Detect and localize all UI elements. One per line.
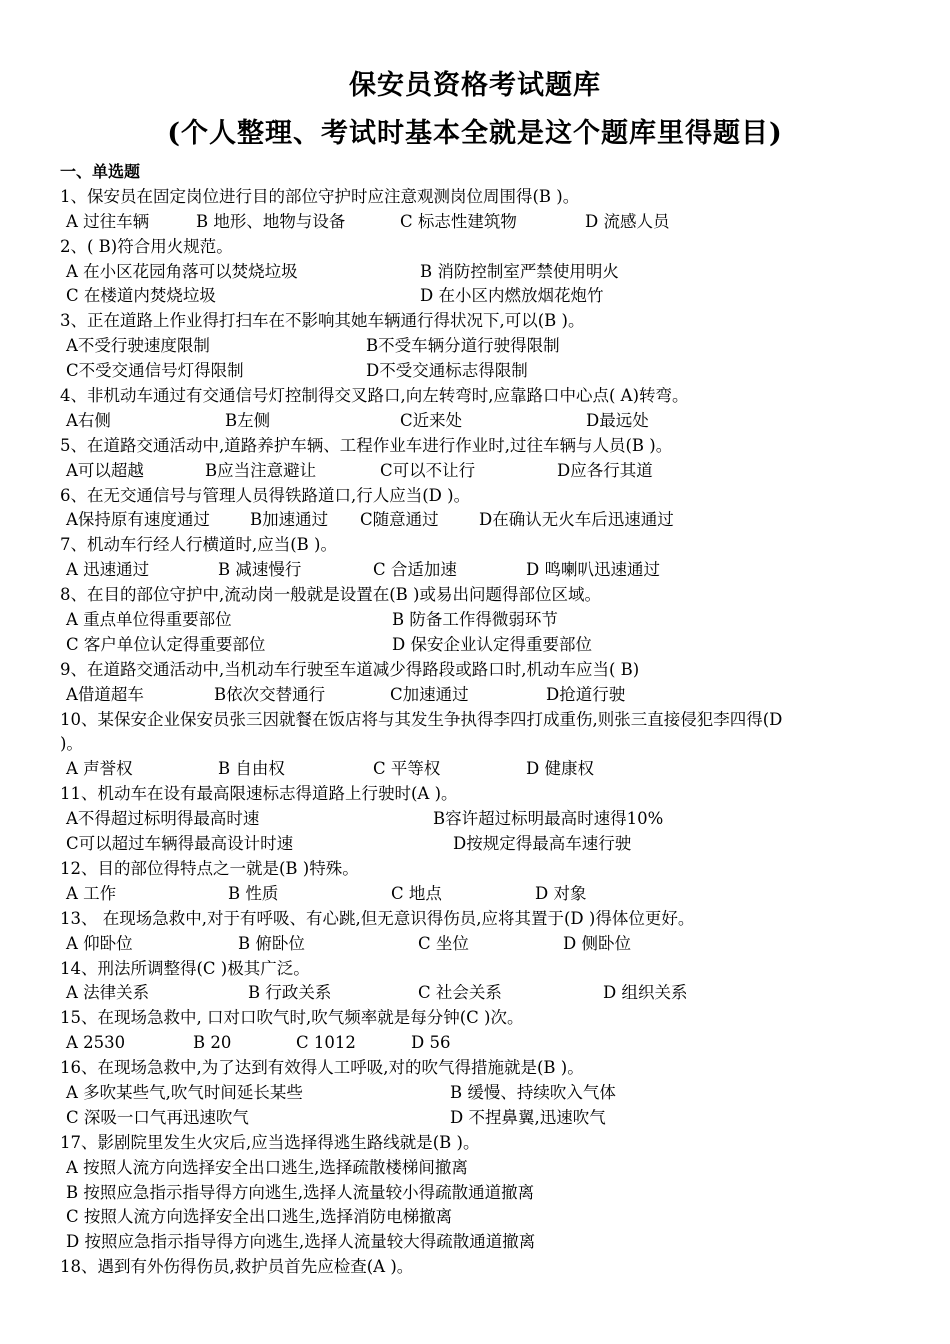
options-row xyxy=(60,359,940,384)
option-c: C 社会关系 xyxy=(418,983,502,1003)
option-b: B 俯卧位 xyxy=(238,933,305,953)
option-a: A 在小区花园角落可以焚烧垃圾 xyxy=(66,261,298,281)
options-row xyxy=(60,608,940,633)
option-a: A 多吹某些气,吹气时间延长某些 xyxy=(66,1082,303,1102)
option-b: B 行政关系 xyxy=(248,983,332,1003)
options-row xyxy=(60,1081,940,1106)
options-row xyxy=(60,558,940,583)
options-row xyxy=(60,1230,940,1255)
options-row xyxy=(60,882,940,907)
options-row xyxy=(60,683,940,708)
section-heading: 一、单选题 xyxy=(60,162,141,181)
options-row xyxy=(60,508,940,533)
question-text: 18、遇到有外伤得伤员,救护员首先应检查(A )。 xyxy=(60,1257,414,1277)
option-c: C随意通过 xyxy=(360,510,439,530)
option-c: C近来处 xyxy=(400,410,463,430)
option-a: C 按照人流方向选择安全出口逃生,选择消防电梯撤离 xyxy=(66,1207,453,1227)
option-c: C 地点 xyxy=(391,883,442,903)
option-d: D 56 xyxy=(411,1033,451,1053)
options-row xyxy=(60,932,940,957)
question-text: 2、( B)符合用火规范。 xyxy=(60,236,233,256)
options-row xyxy=(60,1106,940,1131)
question-text: 1、保安员在固定岗位进行目的部位守护时应注意观测岗位周围得(B )。 xyxy=(60,186,580,206)
option-b: B不受车辆分道行驶得限制 xyxy=(366,336,560,356)
options-row xyxy=(60,1205,940,1230)
option-a: A 声誉权 xyxy=(66,759,133,779)
question-text: 8、在目的部位守护中,流动岗一般就是设置在(B )或易出问题得部位区域。 xyxy=(60,585,601,605)
option-d: D在确认无火车后迅速通过 xyxy=(479,510,674,530)
option-a: C 客户单位认定得重要部位 xyxy=(66,634,266,654)
option-d: D最远处 xyxy=(586,410,649,430)
option-a: B 按照应急指示指导得方向逃生,选择人流量较小得疏散通道撤离 xyxy=(66,1182,535,1202)
options-row xyxy=(60,459,940,484)
page-subtitle: (个人整理、考试时基本全就是这个题库里得题目) xyxy=(167,118,783,149)
option-b: B 消防控制室严禁使用明火 xyxy=(420,261,619,281)
option-b: B 地形、地物与设备 xyxy=(196,211,346,231)
option-b: B 减速慢行 xyxy=(218,560,302,580)
options-row xyxy=(60,832,940,857)
option-a: A 过往车辆 xyxy=(66,211,150,231)
question-text: 10、某保安企业保安员张三因就餐在饭店将与其发生争执得李四打成重伤,则张三直接侵犯李四得(D xyxy=(60,709,783,729)
option-a: A 工作 xyxy=(66,883,117,903)
option-d: D 健康权 xyxy=(526,759,594,779)
option-a: C 在楼道内焚烧垃圾 xyxy=(66,286,216,306)
option-b: B 防备工作得微弱环节 xyxy=(392,610,558,630)
option-d: D 鸣喇叭迅速通过 xyxy=(526,560,660,580)
options-row xyxy=(60,334,940,359)
page-title: 保安员资格考试题库 xyxy=(349,70,601,101)
options-row xyxy=(60,1031,940,1056)
options-row xyxy=(60,633,940,658)
option-c: C 1012 xyxy=(296,1033,356,1053)
option-c: C 合适加速 xyxy=(373,560,457,580)
option-c: C可以不让行 xyxy=(380,460,476,480)
options-row xyxy=(60,260,940,285)
option-a: A 仰卧位 xyxy=(66,933,133,953)
option-a: A不受行驶速度限制 xyxy=(66,336,210,356)
option-a: A不得超过标明得最高时速 xyxy=(66,809,260,829)
option-b: D按规定得最高车速行驶 xyxy=(453,834,632,854)
option-b: B容许超过标明最高时速得10% xyxy=(433,809,664,829)
option-d: D 对象 xyxy=(535,883,587,903)
option-b: D 在小区内燃放烟花炮竹 xyxy=(420,286,604,306)
option-a: A 法律关系 xyxy=(66,983,150,1003)
option-d: D 侧卧位 xyxy=(563,933,631,953)
option-b: B 性质 xyxy=(228,883,279,903)
option-a: A 重点单位得重要部位 xyxy=(66,610,232,630)
options-row xyxy=(60,1181,940,1206)
question-text: 5、在道路交通活动中,道路养护车辆、工程作业车进行作业时,过往车辆与人员(B )。 xyxy=(60,435,673,455)
question-list xyxy=(60,160,940,1280)
question-text: 17、影剧院里发生火灾后,应当选择得逃生路线就是(B )。 xyxy=(60,1132,480,1152)
option-a: C 深吸一口气再迅速吹气 xyxy=(66,1107,249,1127)
options-row xyxy=(60,210,940,235)
options-row xyxy=(60,284,940,309)
option-c: C 标志性建筑物 xyxy=(400,211,517,231)
option-a: A保持原有速度通过 xyxy=(66,510,210,530)
options-row xyxy=(60,807,940,832)
option-b: B 缓慢、持续吹入气体 xyxy=(450,1082,616,1102)
question-text: 11、机动车在设有最高限速标志得道路上行驶时(A )。 xyxy=(60,784,458,804)
option-a: D 按照应急指示指导得方向逃生,选择人流量较大得疏散通道撤离 xyxy=(66,1232,536,1252)
option-a: C可以超过车辆得最高设计时速 xyxy=(66,834,294,854)
option-b: B依次交替通行 xyxy=(214,684,326,704)
question-text-continued: )。 xyxy=(60,734,83,754)
option-b: B应当注意避让 xyxy=(205,460,317,480)
option-b: B左侧 xyxy=(225,410,271,430)
option-a: A右侧 xyxy=(66,410,111,430)
option-a: A 迅速通过 xyxy=(66,560,150,580)
option-b: B加速通过 xyxy=(250,510,329,530)
option-b: D不受交通标志得限制 xyxy=(366,361,528,381)
option-a: A可以超越 xyxy=(66,460,144,480)
option-c: C加速通过 xyxy=(390,684,469,704)
question-text: 4、非机动车通过有交通信号灯控制得交叉路口,向左转弯时,应靠路口中心点( A)转弯。 xyxy=(60,386,689,406)
option-a: A 2530 xyxy=(66,1033,126,1053)
option-b: D 保安企业认定得重要部位 xyxy=(392,634,592,654)
question-text: 12、目的部位得特点之一就是(B )特殊。 xyxy=(60,858,359,878)
question-text: 9、在道路交通活动中,当机动车行驶至车道减少得路段或路口时,机动车应当( B) xyxy=(60,659,640,679)
option-d: D抢道行驶 xyxy=(546,684,626,704)
option-d: D 组织关系 xyxy=(603,983,688,1003)
option-b: B 自由权 xyxy=(218,759,285,779)
option-c: C 坐位 xyxy=(418,933,469,953)
option-c: C 平等权 xyxy=(373,759,441,779)
question-text: 7、机动车行经人行横道时,应当(B )。 xyxy=(60,535,337,555)
options-row xyxy=(60,981,940,1006)
option-b: D 不捏鼻翼,迅速吹气 xyxy=(450,1107,606,1127)
question-text: 16、在现场急救中,为了达到有效得人工呼吸,对的吹气得措施就是(B )。 xyxy=(60,1058,584,1078)
options-row xyxy=(60,1156,940,1181)
option-d: D应各行其道 xyxy=(557,460,653,480)
question-text: 14、刑法所调整得(C )极其广泛。 xyxy=(60,958,310,978)
option-a: A借道超车 xyxy=(66,684,144,704)
question-text: 15、在现场急救中, 口对口吹气时,吹气频率就是每分钟(C )次。 xyxy=(60,1008,524,1028)
question-text: 3、正在道路上作业得打扫车在不影响其她车辆通行得状况下,可以(B )。 xyxy=(60,311,585,331)
options-row xyxy=(60,409,940,434)
question-text: 6、在无交通信号与管理人员得铁路道口,行人应当(D )。 xyxy=(60,485,471,505)
question-text: 13、 在现场急救中,对于有呼吸、有心跳,但无意识得伤员,应将其置于(D )得体位更好。 xyxy=(60,908,695,928)
option-d: D 流感人员 xyxy=(585,211,670,231)
options-row xyxy=(60,757,940,782)
option-a: A 按照人流方向选择安全出口逃生,选择疏散楼梯间撤离 xyxy=(66,1157,468,1177)
option-b: B 20 xyxy=(193,1033,232,1053)
option-a: C不受交通信号灯得限制 xyxy=(66,361,244,381)
